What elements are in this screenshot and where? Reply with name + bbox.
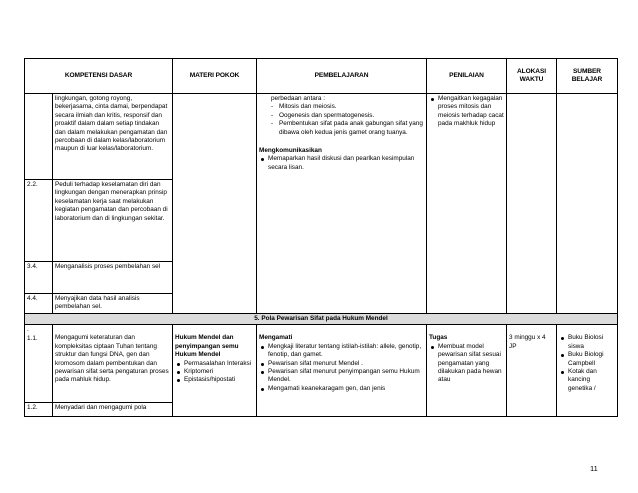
- list-item: Kotak dan kancing genetika /: [559, 368, 615, 393]
- mengkomunikasikan-list: [259, 155, 424, 172]
- kd-text-cell: lingkungan, gotong royong, bekerjasama, cinta damai, berpendapat secara ilmiah dan kritis, responsif dan proaktif dalam dalam setiap tindakan dan dalam melakukan pengamatan dan percobaan di dalam kelas/laboratorium maupun di luar kelas/laboratorium.: [53, 94, 173, 180]
- kd-text: Peduli terhadap keselamatan diri dan lingkungan dengan menerapkan prinsip keselamatan kerja saat melakukan kegiatan pengamatan dan percobaan di laboratorium dan di lingkungan sekitar.: [53, 180, 173, 262]
- list-item: Epistasis/hipostati: [175, 376, 254, 384]
- list-item: Buku Biolosi siswa: [559, 334, 615, 351]
- alokasi-cell: [507, 325, 557, 417]
- header-pembelajaran: PEMBELAJARAN: [257, 59, 427, 94]
- pembelajaran-cell: [257, 325, 427, 417]
- materi-cell: [173, 94, 257, 314]
- kd-number-cell: [25, 325, 53, 403]
- kd-number: 1.1.: [27, 334, 38, 342]
- pembelajaran-list: [259, 103, 424, 137]
- header-sumber-belajar: SUMBER BELAJAR: [557, 59, 618, 94]
- section-title: 5. Pola Pewarisan Sifat pada Hukum Mendel: [25, 314, 618, 325]
- alokasi-cell: [507, 94, 557, 314]
- kd-text: Menyajikan data hasil analisis pembelahan sel.: [53, 294, 173, 314]
- list-item: Buku Biologi Campbell: [559, 351, 615, 368]
- list-item: Mengaitkan kegagalan proses mitosis dan meiosis terhadap cacat pada makhluk hidup: [429, 95, 504, 129]
- pembelajaran-intro: perbedaan antara :: [271, 95, 326, 102]
- list-item: Mengamati keanekaragam gen, dan jenis: [259, 385, 424, 393]
- kd-number: 4.4.: [25, 294, 53, 314]
- section-title-row: [25, 314, 618, 325]
- sumber-cell: [557, 325, 618, 417]
- header-penilaian: PENILAIAN: [427, 59, 507, 94]
- list-item: Pewarisan sifat menurut penyimpangan semu Hukum Mendel.: [259, 368, 424, 385]
- list-item: - Pembentukan sifat pada anak gabungan sifat yang dibawa oleh kedua jenis gamet orang tuanya.: [269, 120, 424, 137]
- kd-text: Menyadari dan mengagumi pola: [53, 403, 173, 417]
- list-item: Permasalahan Interaksi: [175, 360, 254, 368]
- kd-number: 1.2.: [25, 403, 53, 417]
- kd-dot: .: [27, 326, 29, 334]
- kd-text-cell: [53, 325, 173, 403]
- penilaian-cell: [427, 94, 507, 314]
- materi-title: Hukum Mendel dan penyimpangan semu Hukum Mendel: [175, 334, 239, 359]
- list-item: - Mitosis dan meiosis.: [269, 103, 424, 111]
- penilaian-cell: [427, 325, 507, 417]
- header-alokasi-waktu: ALOKASI WAKTU: [507, 59, 557, 94]
- mengamati-title: Mengamati: [259, 334, 293, 342]
- list-item: Mengkaji literatur tentang istilah-istilah: allele, genotip, fenotip, dan gamet.: [259, 343, 424, 360]
- kd-number: 2.2.: [25, 180, 53, 262]
- syllabus-table: [24, 58, 618, 417]
- pembelajaran-cell: [257, 94, 427, 314]
- kd-number: 3.4.: [25, 262, 53, 294]
- table-row: [25, 325, 618, 403]
- table-header-row: [25, 59, 618, 94]
- list-item: Kriptomeri: [175, 368, 254, 376]
- header-kompetensi-dasar: KOMPETENSI DASAR: [25, 59, 173, 94]
- tugas-list: [429, 343, 504, 385]
- materi-list: [175, 360, 254, 385]
- sumber-cell: [557, 94, 618, 314]
- kd-text: Menganalisis proses pembelahan sel: [53, 262, 173, 294]
- tugas-title: Tugas: [429, 334, 448, 342]
- list-item: Membuat model pewarisan sifat sesuai pengamatan yang dilakukan pada hewan atau: [429, 343, 504, 385]
- kd-text: Mengagumi keteraturan dan kompleksitas ciptaan Tuhan tentang struktur dan fungsi DNA, gen dan kromosom dalam pembentukan dan pewarisan sifat serta pengaturan proses pada mahluk hidup.: [55, 334, 169, 384]
- table-row: [25, 94, 618, 180]
- list-item: - Oogenesis dan spermatogenesis.: [269, 112, 424, 120]
- page-number: 11: [590, 464, 598, 473]
- list-item: Memaparkan hasil diskusi dan pearlkan kesimpulan secara lisan.: [259, 155, 424, 172]
- alokasi-value: 3 minggu x 4 JP: [509, 334, 546, 350]
- materi-cell: [173, 325, 257, 417]
- mengkomunikasikan-title: Mengkomunikasikan: [259, 147, 322, 155]
- sumber-list: [559, 334, 615, 393]
- mengamati-list: [259, 343, 424, 393]
- penilaian-list: [429, 95, 504, 129]
- kd-number-cell: [25, 94, 53, 180]
- header-materi-pokok: MATERI POKOK: [173, 59, 257, 94]
- list-item: Pewarisan sifat menurut Mendel .: [259, 360, 424, 368]
